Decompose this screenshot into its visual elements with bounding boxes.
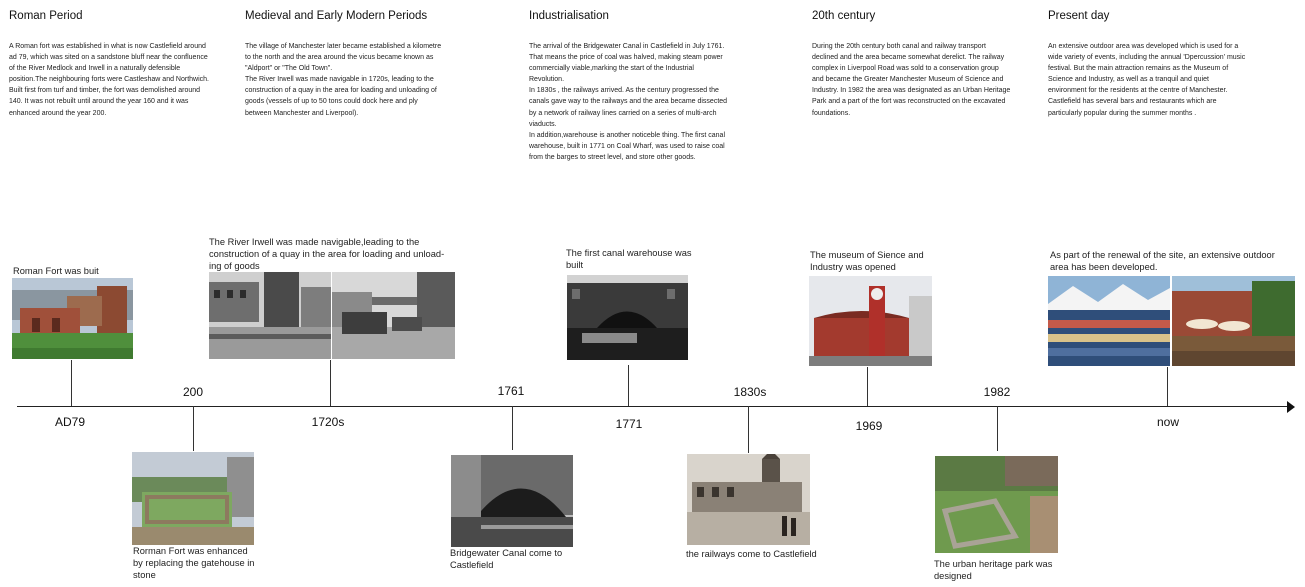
period-title: Roman Period [9,10,83,22]
event-stem [628,365,629,406]
period-title: Present day [1048,10,1110,22]
period-paragraph: The village of Manchester later became established a kilometre to the north and the area around the vicus became known as "Aldport" or "The Old Town". [245,43,442,73]
event-date: 1720s [311,415,345,429]
event-date: 1771 [615,417,643,431]
period-title: Industrialisation [529,10,609,22]
event-date: AD79 [54,415,86,429]
festival-photo [1048,276,1170,366]
period-text [529,41,729,163]
event-caption: Rorman Fort was enhanced by replacing the gatehouse in stone [133,546,255,580]
event-stem [748,406,749,453]
event-stem [71,360,72,406]
timeline-arrowhead [1287,401,1295,413]
heritage-park-photo [935,456,1058,553]
period-industrialisation [529,10,729,163]
event-stem [867,367,868,406]
event-stem [330,360,331,406]
bar-terrace-photo [1172,276,1295,366]
event-date: 1969 [855,419,883,433]
event-caption: Roman Fort was buit [13,266,99,276]
period-paragraph: During the 20th century both canal and railway transport declined and the area became somewhat derelict. The railway complex in Liverpool Road was sold to a conservation group and became the Greater Manchester Museum of Science and Industry. In 1982 the area was designated as an Urban Heritage Park and a part of the fort was reconstructed on the excavated foundations. [812,43,1011,117]
event-stem [997,406,998,451]
event-caption: The urban heritage park was designed [934,559,1053,581]
quay-photo-1 [209,272,331,359]
period-text [245,41,445,119]
event-caption: Bridgewater Canal come to Castlefield [450,548,563,570]
event-caption: As part of the renewal of the site, an extensive outdoor area has been developed. [1050,250,1275,272]
period-text [9,41,209,119]
event-date: 1830s [733,385,767,399]
period-text [812,41,1012,119]
period-medieval [245,10,445,119]
quay-photo-2 [332,272,455,359]
period-title: Medieval and Early Modern Periods [245,10,428,22]
event-caption: the railways come to Castlefield [686,549,817,559]
event-stem [1167,367,1168,406]
period-roman [9,10,209,119]
event-date: 1761 [497,384,525,398]
period-paragraph: The arrival of the Bridgewater Canal in Castlefield in July 1761. That means the price of coal was halved, making steam power commercially viable,marking the start of the Industrial Revolution. [529,43,725,84]
period-paragraph: An extensive outdoor area was developed which is used for a wide variety of events, including the annual 'Dpercussion' music festival. But the main attraction remains as the Museum of Science and Industry, as well as a tranquil and quiet environment for the residents at the centre of Manchester. Castlefield has several bars and restaurants which are particularly popular during the summer months . [1048,43,1246,117]
period-paragraph: A Roman fort was established in what is now Castlefield around ad 79, which was sited on a sandstone bluff near the confluence of the River Medlock and Irwell in a naturally defensible position.The neighbouring forts were Castleshaw and Northwich. Built first from turf and timber, the fort was demolished around 140. It was not rebuilt until around the year 160 and it was enhanced around the year 200. [9,43,209,117]
event-stem [512,406,513,450]
period-text [1048,41,1248,119]
timeline-axis [17,406,1288,407]
period-paragraph: In addition,warehouse is another noticeble thing. The first canal warehouse, built in 1771 on Coal Wharf, was used to raise coal from the barges to street level, and store other goods. [529,131,725,161]
museum-photo [809,276,932,366]
period-20th-century [812,10,1012,119]
canal-warehouse-photo [567,275,688,360]
event-stem [193,406,194,451]
bridgewater-canal-photo [451,455,573,547]
period-title: 20th century [812,10,876,22]
event-caption: The River Irwell was made navigable,leading to the construction of a quay in the area for loading and unload-ing of goods [209,237,445,271]
roman-fort-photo [12,278,133,359]
period-present-day [1048,10,1248,119]
roman-fort-enhanced-photo [132,452,254,545]
event-date: 1982 [983,385,1011,399]
period-paragraph: The River Irwell was made navigable in 1720s, leading to the construction of a quay in the area for loading and unloading of goods (vessels of up to 50 tons could dock here and ply between Manchester and Liverpool). [245,76,437,117]
period-paragraph: In 1830s , the railways arrived. As the century progressed the canals gave way to the railways and the area became dissected by a network of railway lines carried on a series of multi-arch viaducts. [529,87,728,128]
event-date: now [1156,415,1180,429]
railways-photo [687,454,810,545]
event-date: 200 [182,385,204,399]
event-caption: The museum of Sience and Industry was opened [810,250,924,272]
event-caption: The first canal warehouse was built [566,248,692,270]
